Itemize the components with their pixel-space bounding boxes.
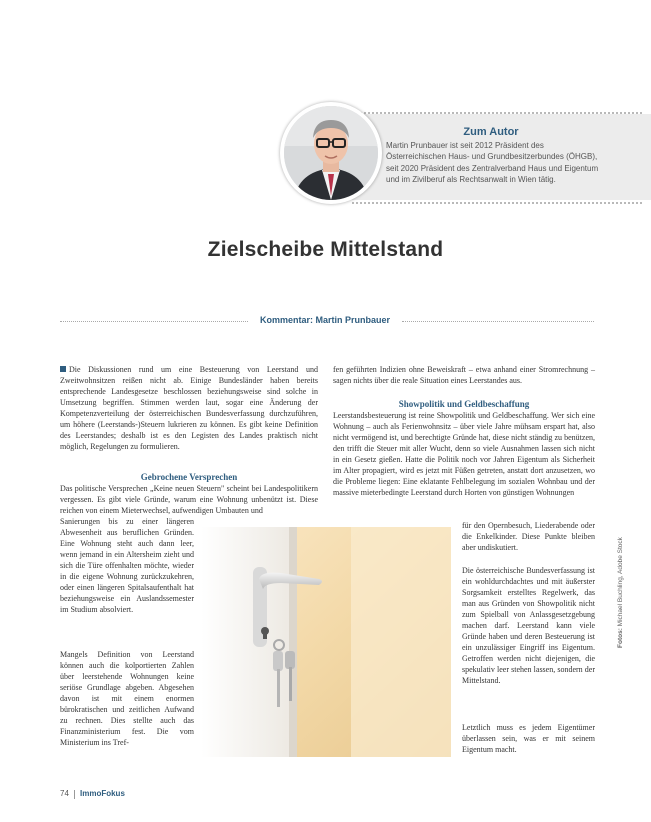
divider bbox=[352, 202, 642, 204]
paragraph: fen geführten Indizien ohne Beweiskraft – etwa anhand einer Stromrechnung – sagen nichts über die reale Situation eines Leerstandes aus. bbox=[333, 365, 595, 386]
credit-label: Fotos: bbox=[617, 628, 624, 648]
subheading: Gebrochene Versprechen bbox=[140, 472, 238, 482]
page-number: 74 bbox=[60, 789, 69, 798]
intro-paragraph bbox=[60, 364, 318, 452]
intro-text: Die Diskussionen rund um eine Besteuerung von Leerstand und Zweitwohnsitzen reißen nicht ab. Einige Bundesländer haben bereits entsprechende Landesgesetze beschlossen beziehungsweise sind solche in Umsetzung begriffen. Stimmen werden laut, sogar eine Änderung der Kompetenzverteilung der österreichischen Bundesverfassung durchzuführen, um höhere (Leerstands-)Steuern lukrieren zu können. Es gibt keine Definition des Leerstandes; deshalb ist es den Legisten des Landes praktisch nicht möglich, Regelungen zu formulieren. bbox=[60, 365, 318, 452]
door-photo bbox=[201, 527, 451, 757]
author-bio: Martin Prunbauer ist seit 2012 Präsident des Österreichischen Haus- und Grundbesitzerbundes (ÖHGB), seit 2020 Präsident des Zentralverband Haus und Eigentum und im Zivilberuf als Rechtsanwalt in Wien tätig. bbox=[386, 141, 599, 185]
footer-separator bbox=[74, 790, 75, 799]
paragraph: Sanierungen bis zu einer längeren Abwesenheit aus beruflichen Gründen. Eine Wohnung steht auch dann leer, wenn jemand in ein Altersheim zieht und sich die Türe offenhalten möchte, wieder in die eigene Wohnung zurückzukehren, oder einen längeren Spitalsaufenthalt hat beziehungsweise ein Auslandssemester im Studium absolviert. bbox=[60, 517, 194, 615]
bullet-square bbox=[60, 366, 66, 372]
author-portrait bbox=[280, 102, 382, 204]
subheading: Showpolitik und Geldbeschaffung bbox=[398, 399, 530, 409]
paragraph: Letztlich muss es jedem Eigentümer überlassen sein, was er mit seinem Eigentum macht. bbox=[462, 723, 595, 755]
kicker: Kommentar: Martin Prunbauer bbox=[259, 315, 391, 325]
paragraph: Die österreichische Bundesverfassung ist ein wohldurchdachtes und mit äußerster Sorgsamkeit erstelltes Regelwerk, das man aus Gründen von Showpolitik nicht zum Spielball von Anlassgesetzgebung machen darf. Leerstand kann viele Gründe haben und deren Besteuerung ist ein unzulässiger Eingriff ins Eigentum. Getroffen werden nicht diejenigen, die spekulativ leer stehen lassen, sondern der Mittelstand. bbox=[462, 566, 595, 686]
portrait-image bbox=[284, 106, 378, 200]
divider bbox=[402, 321, 594, 322]
paragraph: Das politische Versprechen „Keine neuen Steuern" scheint bei Landespolitikern vergessen. Es gibt viele Gründe, warum eine Wohnung unbenützt ist. Diese reichen von einem Mieterwechsel, aufwendigen Umbauten und bbox=[60, 484, 318, 516]
divider bbox=[60, 321, 248, 322]
author-heading: Zum Autor bbox=[463, 126, 519, 138]
page-title: Zielscheibe Mittelstand bbox=[207, 238, 444, 261]
door-with-keys-image bbox=[201, 527, 451, 757]
divider bbox=[352, 112, 642, 114]
paragraph: Leerstandsbesteuerung ist reine Showpolitik und Geldbeschaffung. Wer sich eine Wohnung – auch als Ferienwohnsitz – über viele Jahre mühsam erspart hat, also nicht vermögend ist, und berechtigte Gründe hat, diese nicht ständig zu benützen, den trifft die Steuer mit aller Wucht, denn so viele Ausnahmen lassen sich nicht in ein Gesetz gießen. Hatte die Politik noch vor Jahren Eigentum als Sicherheit im Alter propagiert, wird es jetzt mit Füßen getreten, anstatt dort anzusetzen, wo die Probleme liegen: Eine eklatante Fehlbelegung im sozialen Wohnbau und der massive mieterbedingte Leerstand durch Horten von günstigen Wohnungen bbox=[333, 411, 595, 498]
paragraph: Mangels Definition von Leerstand können auch die kolportierten Zahlen über leerstehende Wohnungen keine seriöse Grundlage abgeben. Abgesehen davon ist mit einem enormen bürokratischen und zeitlichen Aufwand zu rechnen. Dies stellte auch das Finanzministerium fest. Die vom Ministerium ins Tref- bbox=[60, 650, 194, 748]
credit-text: Michael Buchling, Adobe Stock bbox=[617, 537, 624, 627]
paragraph: für den Opernbesuch, Liederabende oder die Enkelkinder. Diese Punkte bleiben aber undiskutiert. bbox=[462, 521, 595, 553]
magazine-name: ImmoFokus bbox=[80, 789, 125, 798]
photo-credit bbox=[617, 538, 629, 648]
